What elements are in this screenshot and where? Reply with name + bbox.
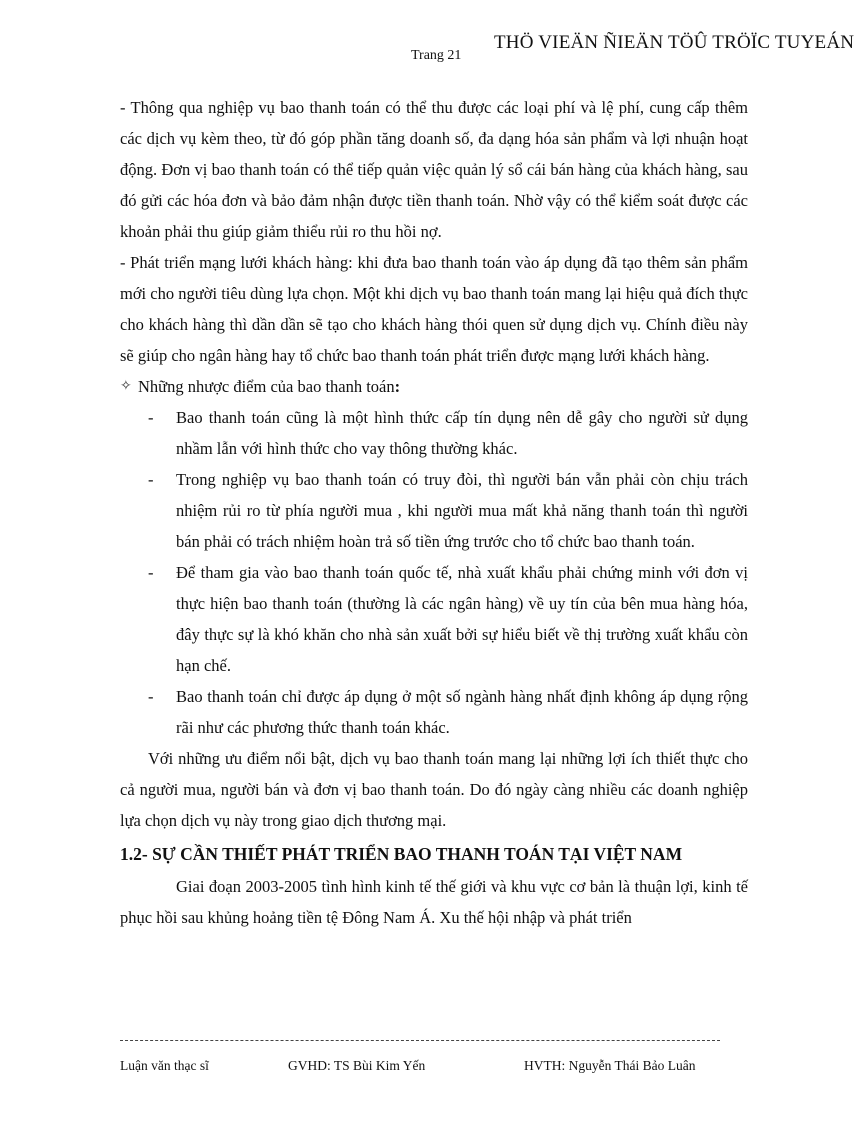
paragraph-customer-network: - Phát triển mạng lưới khách hàng: khi đưa bao thanh toán vào áp dụng đã tạo thêm sản phẩm mới cho người tiêu dùng lựa chọn. Một khi dịch vụ bao thanh toán mang lại hiệu quả đích thực cho khách hàng thì dần dần sẽ tạo cho khách hàng thói quen sử dụng dịch vụ. Chính điều này sẽ giúp cho ngân hàng hay tổ chức bao thanh toán phát triển được mạng lưới khách hàng. [120,253,748,365]
section-heading: 1.2- SỰ CẦN THIẾT PHÁT TRIỂN BAO THANH TOÁN TẠI VIỆT NAM [120,844,683,864]
disadvantages-heading [120,371,748,402]
list-item-text: Trong nghiệp vụ bao thanh toán có truy đòi, thì người bán vẫn phải còn chịu trách nhiệm rủi ro từ phía người mua , khi người mua mất khả năng thanh toán thì người bán phải có trách nhiệm hoàn trả số tiền ứng trước cho tổ chức bao thanh toán. [176,470,748,551]
dash-marker: - [148,563,154,582]
footer-thesis-label: Luận văn thạc sĩ [120,1058,209,1073]
list-item-text: Để tham gia vào bao thanh toán quốc tế, nhà xuất khẩu phải chứng minh với đơn vị thực hiện bao thanh toán (thường là các ngân hàng) về uy tín của bên mua hàng hóa, đây thực sự là khó khăn cho nhà sản xuất bởi sự hiểu biết về thị trường xuất khẩu còn hạn chế. [176,563,748,675]
site-title: THÖ VIEÄN ÑIEÄN TÖÛ TRÖÏC TUYEÁN [494,32,854,53]
footer-supervisor: GVHD: TS Bùi Kim Yến [288,1058,426,1073]
list-item-text: Bao thanh toán chỉ được áp dụng ở một số ngành hàng nhất định không áp dụng rộng rãi như các phương thức thanh toán khác. [176,687,748,737]
dash-marker: - [148,408,154,427]
footer-divider [120,1040,720,1041]
list-item-text: Bao thanh toán cũng là một hình thức cấp tín dụng nên dễ gây cho người sử dụng nhầm lẫn với hình thức cho vay thông thường khác. [176,408,748,458]
list-item [148,402,748,464]
page-number: Trang 21 [411,48,462,63]
footer-student: HVTH: Nguyễn Thái Bảo Luân [524,1058,696,1073]
dash-marker: - [148,687,154,706]
disadvantages-heading-colon: : [394,377,401,396]
document-body [120,92,748,933]
list-item [148,681,748,743]
paragraph-conclusion: Với những ưu điểm nổi bật, dịch vụ bao thanh toán mang lại những lợi ích thiết thực cho cả người mua, người bán và đơn vị bao thanh toán. Do đó ngày càng nhiều các doanh nghiệp lựa chọn dịch vụ này trong giao dịch thương mại. [120,749,748,830]
star-bullet-icon: ✧ [120,379,132,394]
disadvantages-heading-text: Những nhược điểm của bao thanh toán [138,377,395,396]
dash-marker: - [148,470,154,489]
paragraph-fees: - Thông qua nghiệp vụ bao thanh toán có thể thu được các loại phí và lệ phí, cung cấp thêm các dịch vụ kèm theo, từ đó góp phần tăng doanh số, đa dạng hóa sản phẩm và lợi nhuận hoạt động. Đơn vị bao thanh toán có thể tiếp quản việc quản lý sổ cái bán hàng của khách hàng, sau đó gửi các hóa đơn và bảo đảm nhận được tiền thanh toán. Nhờ vậy có thể kiểm soát được các khoản phải thu giúp giảm thiểu rủi ro thu hồi nợ. [120,98,748,241]
paragraph-period: Giai đoạn 2003-2005 tình hình kinh tế thế giới và khu vực cơ bản là thuận lợi, kinh tế phục hồi sau khủng hoảng tiền tệ Đông Nam Á. Xu thế hội nhập và phát triển [120,877,748,927]
list-item [148,464,748,557]
list-item [148,557,748,681]
page-footer [120,1058,720,1078]
